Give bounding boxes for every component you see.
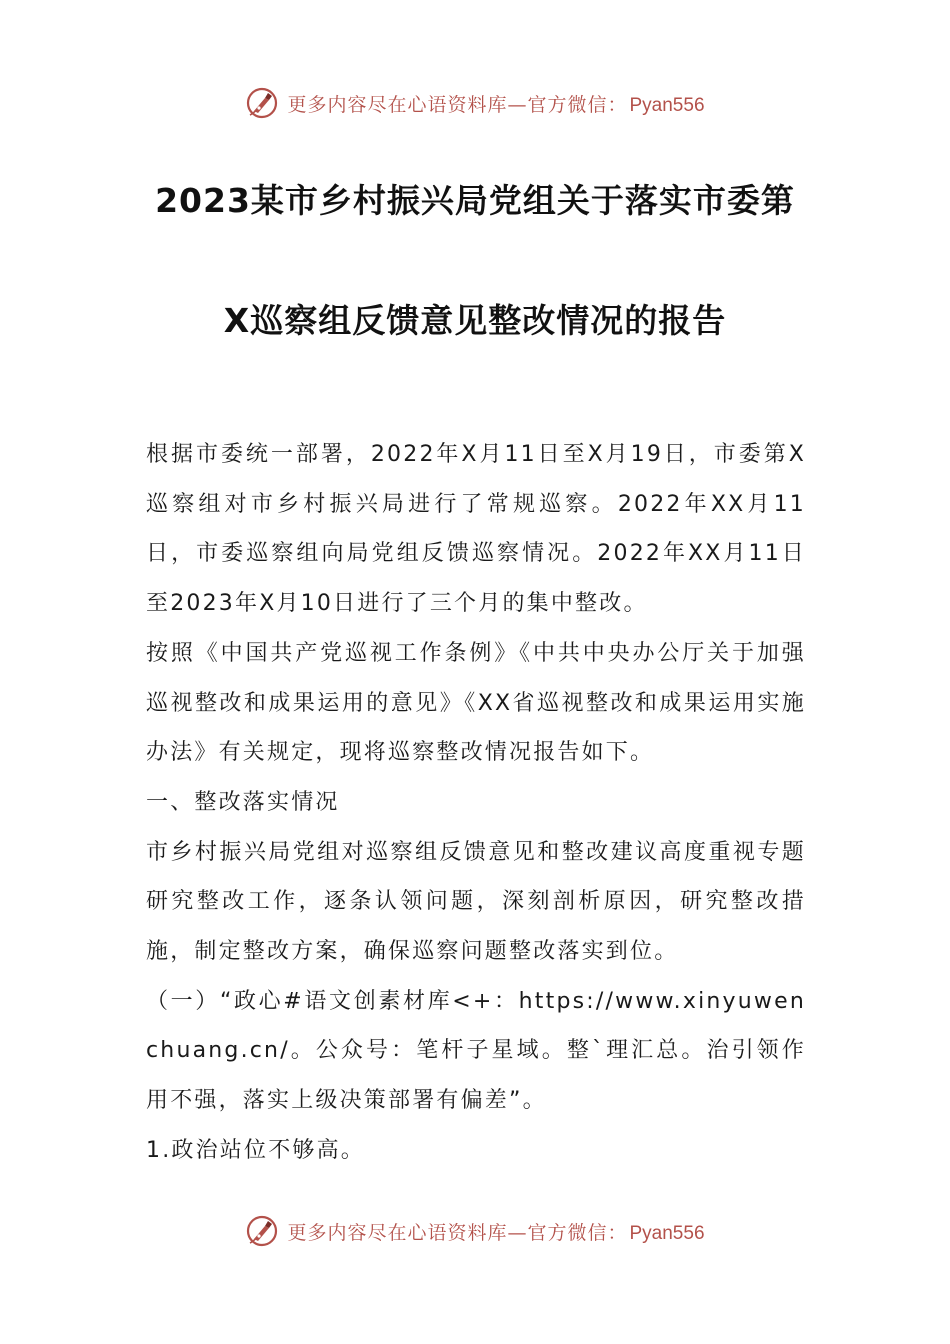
subsection-heading: （一）“政心#语文创素材库<+：https://www.xinyuwenchuang.cn/。公众号：笔杆子星域。整`理汇总。治引领作用不强，落实上级决策部署有偏差”。 (146, 988, 806, 1114)
document-title-line-2: X巡察组反馈意见整改情况的报告 (223, 301, 727, 340)
watermark-handle: Pyan556 (629, 1222, 705, 1244)
paragraph-intro: 根据市委统一部署，2022年X月11日至X月19日，市委第X巡察组对市乡村振兴局进行了常规巡察。2022年XX月11日，市委巡察组向局党组反馈巡察情况。2022年XX月11日至2023年X月10日进行了三个月的集中整改。 (146, 442, 806, 617)
document-title-line-1: 2023某市乡村振兴局党组关于落实市委第 (155, 181, 795, 220)
footer-watermark (0, 1211, 950, 1251)
pen-nib-logo-icon (245, 1214, 279, 1248)
section-heading: 一、整改落实情况 (146, 789, 340, 815)
header-watermark (0, 83, 950, 123)
watermark-text: 更多内容尽在心语资料库—官方微信： Pyan556 (287, 93, 705, 116)
watermark-text: 更多内容尽在心语资料库—官方微信： Pyan556 (287, 1221, 705, 1244)
paragraph-overview: 市乡村振兴局党组对巡察组反馈意见和整改建议高度重视专题研究整改工作，逐条认领问题，深刻剖析原因，研究整改措施，制定整改方案，确保巡察问题整改落实到位。 (146, 839, 806, 965)
paragraph-basis: 按照《中国共产党巡视工作条例》《中共中央办公厅关于加强巡视整改和成果运用的意见》《XX省巡视整改和成果运用实施办法》有关规定，现将巡察整改情况报告如下。 (146, 640, 806, 766)
watermark-handle: Pyan556 (629, 94, 705, 116)
document-body (146, 430, 806, 1176)
pen-nib-logo-icon (245, 86, 279, 120)
list-item: 1.政治站位不够高。 (146, 1137, 365, 1163)
